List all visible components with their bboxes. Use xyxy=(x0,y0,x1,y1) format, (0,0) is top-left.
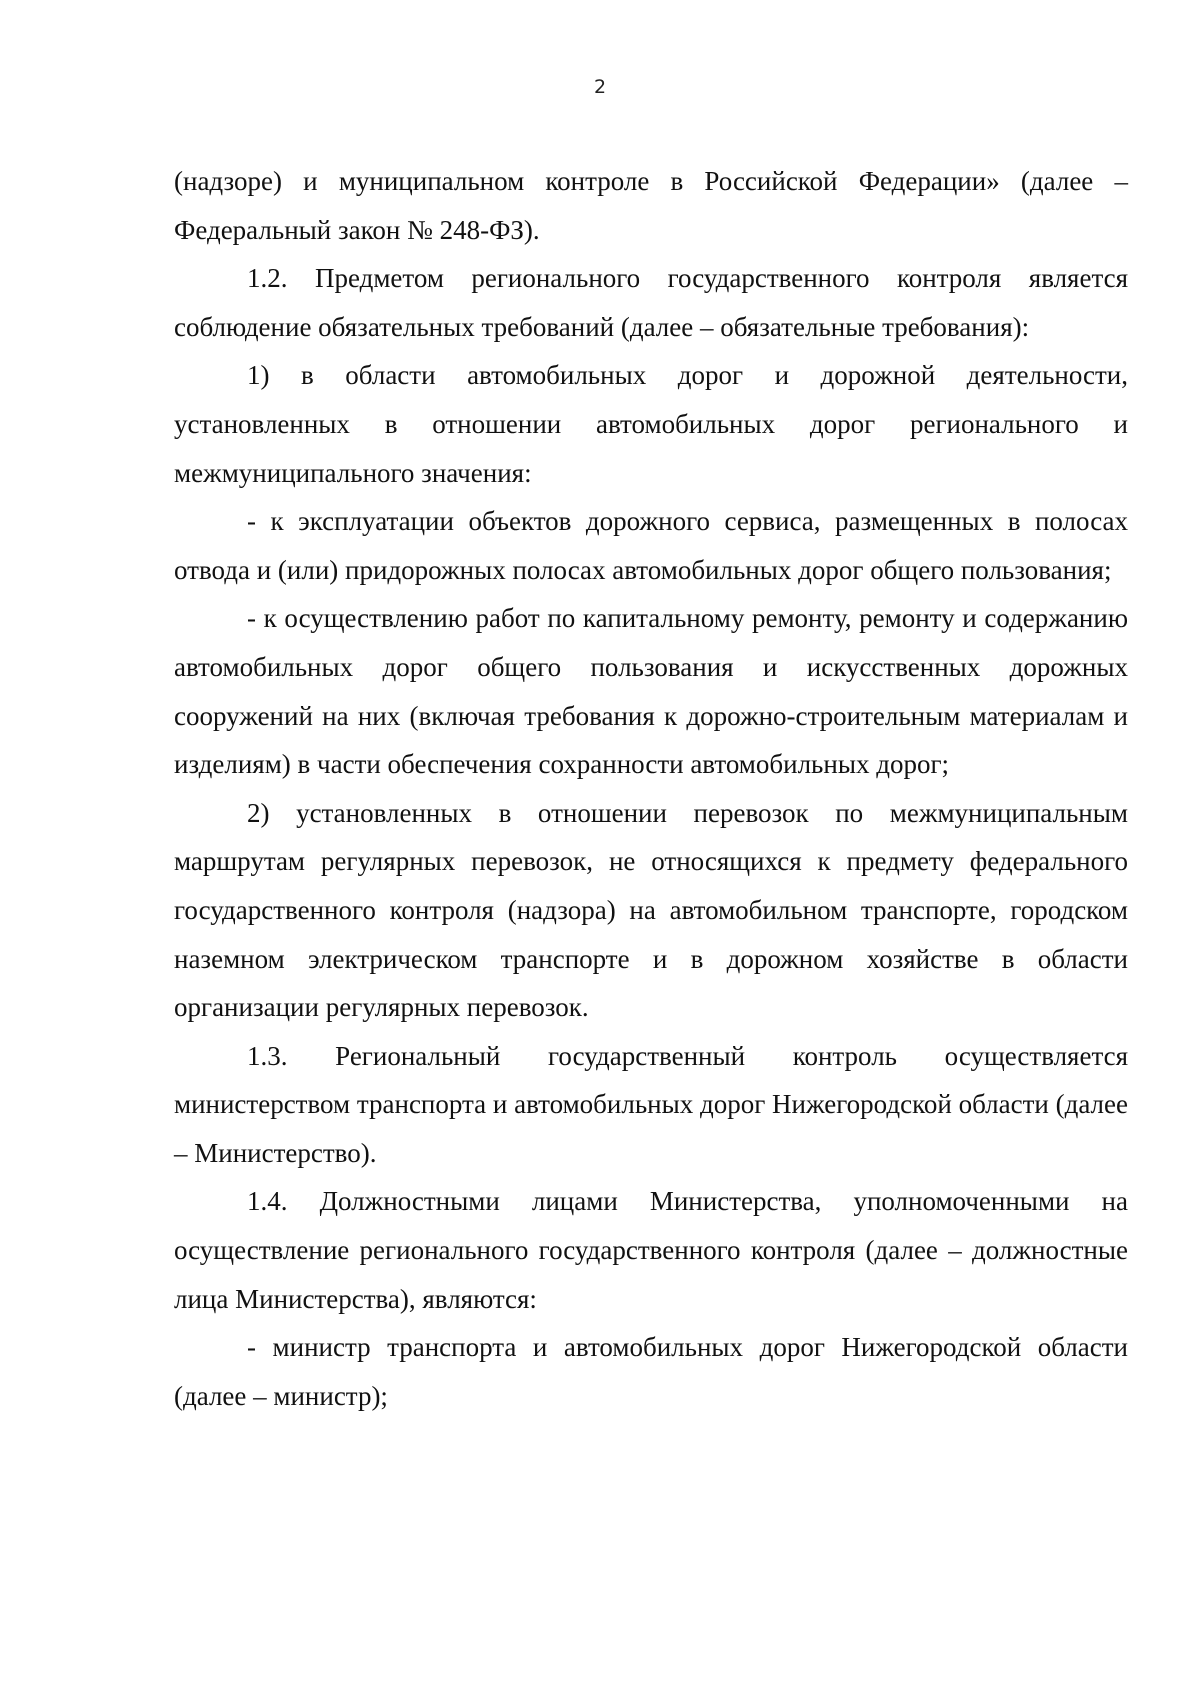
paragraph-1-3: 1.3. Региональный государственный контроль осуществляется министерством транспорта и автомобильных дорог Нижегородской области (далее – Министерство). xyxy=(174,1040,1128,1168)
page-number: 2 xyxy=(593,76,607,98)
paragraph-continuation: (надзоре) и муниципальном контроле в Российской Федерации» (далее – Федеральный закон № 248-ФЗ). xyxy=(174,166,1128,245)
paragraph-item-2: 2) установленных в отношении перевозок по межмуниципальным маршрутам регулярных перевозок, не относящихся к предмету федерального государственного контроля (надзора) на автомобильном транспорте, городском наземном электрическом транспорте и в дорожном хозяйстве в области организации регулярных перевозок. xyxy=(174,797,1128,1023)
paragraph-1-2: 1.2. Предметом регионального государственного контроля является соблюдение обязательных требований (далее – обязательные требования): xyxy=(174,263,1128,342)
paragraph-1-4: 1.4. Должностными лицами Министерства, уполномоченными на осуществление регионального государственного контроля (далее – должностные лица Министерства), являются: xyxy=(174,1186,1128,1314)
document-body xyxy=(174,157,1128,1420)
paragraph-bullet-road-repair: - к осуществлению работ по капитальному ремонту, ремонту и содержанию автомобильных дорог общего пользования и искусственных дорожных сооружений на них (включая требования к дорожно-строительным материалам и изделиям) в части обеспечения сохранности автомобильных дорог; xyxy=(174,603,1128,780)
paragraph-bullet-road-service: - к эксплуатации объектов дорожного сервиса, размещенных в полосах отвода и (или) придорожных полосах автомобильных дорог общего пользования; xyxy=(174,506,1128,585)
paragraph-bullet-minister: - министр транспорта и автомобильных дорог Нижегородской области (далее – министр); xyxy=(174,1332,1128,1411)
paragraph-item-1: 1) в области автомобильных дорог и дорожной деятельности, установленных в отношении автомобильных дорог регионального и межмуниципального значения: xyxy=(174,360,1128,488)
